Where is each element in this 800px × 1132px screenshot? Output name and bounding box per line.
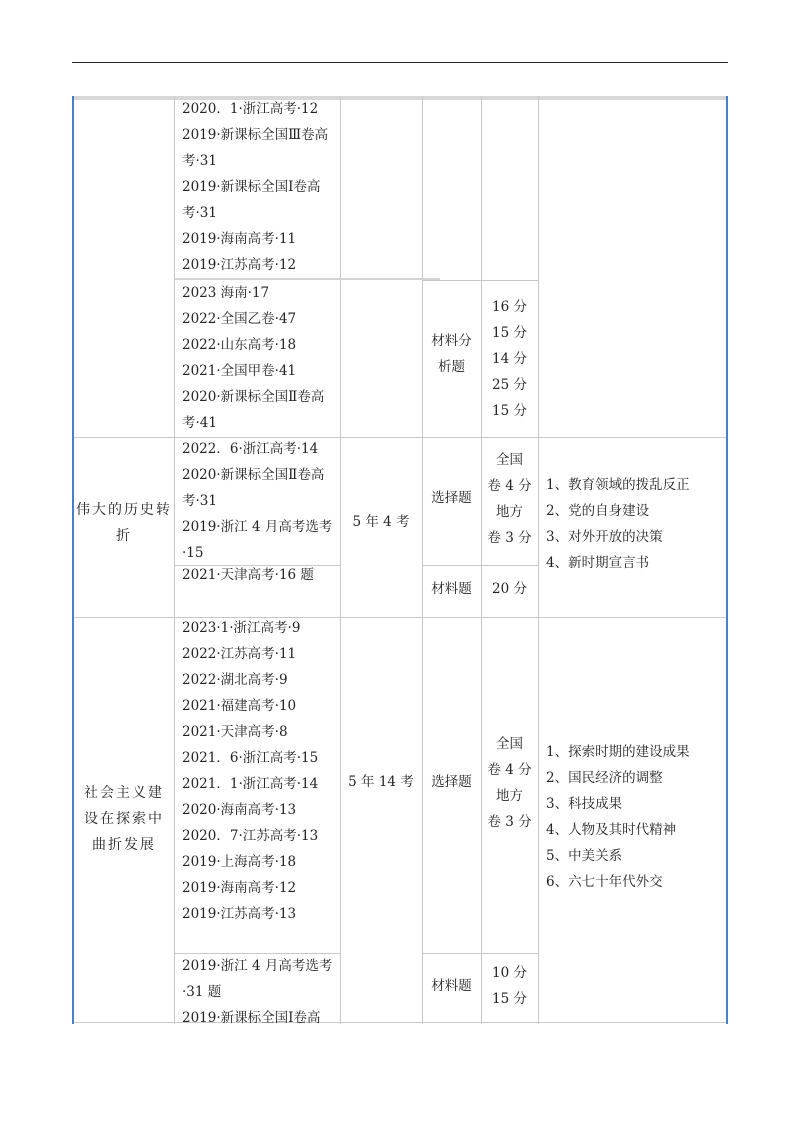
topic-title: 曲折发展 xyxy=(92,837,156,853)
source-line: 2019·浙江 4 月高考选考 xyxy=(182,519,333,535)
source-line: 2022·全国乙卷·47 xyxy=(182,311,297,327)
source-line: 2019·上海高考·18 xyxy=(182,854,297,870)
score: 卷 3 分 xyxy=(487,814,532,830)
score-cell xyxy=(481,447,538,551)
source-line: 2022·湖北高考·9 xyxy=(182,672,288,688)
source-line: 2022·江苏高考·11 xyxy=(182,646,297,662)
frequency: 5 年 4 考 xyxy=(352,514,410,530)
source-line: 2019·海南高考·11 xyxy=(182,231,297,247)
col-divider xyxy=(538,96,539,1024)
sources-cell xyxy=(182,953,332,1031)
score-cell xyxy=(481,731,538,835)
header-rule xyxy=(72,62,728,63)
col-divider xyxy=(422,96,423,1024)
sources-cell xyxy=(182,436,332,566)
key-points-cell xyxy=(546,472,690,576)
score: 全国 xyxy=(496,452,523,468)
source-line: 考·31 xyxy=(182,153,217,169)
topic-cell xyxy=(74,780,174,858)
source-line: 2022．6·浙江高考·14 xyxy=(182,441,319,457)
source-line: 2021．6·浙江高考·15 xyxy=(182,750,319,766)
score: 卷 3 分 xyxy=(487,530,532,546)
key-point: 1、探索时期的建设成果 xyxy=(546,744,690,760)
score: 卷 4 分 xyxy=(487,762,532,778)
question-type-cell xyxy=(422,973,481,999)
key-point: 4、新时期宣言书 xyxy=(546,555,650,571)
source-line: 2020·新课标全国Ⅱ卷高 xyxy=(182,389,325,405)
topic-title: 社会主义建 xyxy=(84,785,164,801)
source-line: 2023 海南·17 xyxy=(182,285,270,301)
topic-title: 伟大的历史转 xyxy=(76,502,172,518)
topic-title: 折 xyxy=(116,528,132,544)
source-line: 2022·山东高考·18 xyxy=(182,337,297,353)
source-line: 2020·海南高考·13 xyxy=(182,802,297,818)
col-divider xyxy=(340,96,341,1024)
source-line: 2019·新课标全国Ⅰ卷高 xyxy=(182,179,321,195)
source-line: 2019·浙江 4 月高考选考 xyxy=(182,958,333,974)
score: 14 分 xyxy=(492,351,527,367)
key-point: 6、六七十年代外交 xyxy=(546,874,663,890)
sources-cell xyxy=(182,562,314,588)
frequency-cell xyxy=(340,769,422,795)
source-line: 2021·天津高考·16 题 xyxy=(182,567,314,583)
col-divider xyxy=(174,96,175,1024)
source-line: 2020．7·江苏高考·13 xyxy=(182,828,319,844)
question-type-cell xyxy=(422,485,481,511)
score-cell xyxy=(481,576,538,602)
source-line: 2020·新课标全国Ⅱ卷高 xyxy=(182,467,325,483)
score: 10 分 xyxy=(492,965,527,981)
source-line: ·15 xyxy=(182,545,204,561)
question-type-cell xyxy=(422,769,481,795)
score: 25 分 xyxy=(492,377,527,393)
source-line: 考·31 xyxy=(182,205,217,221)
key-point: 5、中美关系 xyxy=(546,848,623,864)
question-type: 析题 xyxy=(438,359,465,375)
source-line: 2020．1·浙江高考·12 xyxy=(182,101,319,117)
question-type: 材料题 xyxy=(431,978,472,994)
col-divider xyxy=(481,96,482,1024)
source-line: 考·41 xyxy=(182,415,217,431)
row-divider xyxy=(422,565,538,566)
source-line: 2019·海南高考·12 xyxy=(182,880,297,896)
question-type-cell xyxy=(422,576,481,602)
source-line: 2019·新课标全国Ⅰ卷高 xyxy=(182,1010,321,1026)
exam-table xyxy=(72,96,728,1024)
score: 20 分 xyxy=(492,581,527,597)
source-line: 2021·福建高考·10 xyxy=(182,698,297,714)
source-line: 2019·江苏高考·13 xyxy=(182,906,297,922)
table-bottom xyxy=(74,1022,726,1023)
source-line: 2021·全国甲卷·41 xyxy=(182,363,297,379)
score: 地方 xyxy=(496,504,523,520)
key-point: 2、党的自身建设 xyxy=(546,503,650,519)
question-type: 选择题 xyxy=(431,774,472,790)
key-point: 1、教育领域的拨乱反正 xyxy=(546,477,690,493)
score: 全国 xyxy=(496,736,523,752)
key-point: 3、科技成果 xyxy=(546,796,623,812)
source-line: 2021·天津高考·8 xyxy=(182,724,288,740)
source-line: 2019·江苏高考·12 xyxy=(182,257,297,273)
row-divider xyxy=(422,280,538,281)
source-line: 2019·新课标全国Ⅲ卷高 xyxy=(182,127,329,143)
key-points-cell xyxy=(546,739,690,895)
topic-cell xyxy=(74,497,174,549)
sources-cell xyxy=(182,615,318,927)
section-divider xyxy=(74,437,726,438)
question-type: 材料分 xyxy=(431,333,472,349)
key-point: 2、国民经济的调整 xyxy=(546,770,663,786)
frequency-cell xyxy=(340,509,422,535)
question-type: 选择题 xyxy=(431,490,472,506)
score: 15 分 xyxy=(492,991,527,1007)
frequency: 5 年 14 考 xyxy=(348,774,414,790)
table-top-shade xyxy=(74,96,726,100)
sources-cell xyxy=(182,96,328,278)
score: 15 分 xyxy=(492,325,527,341)
score-cell xyxy=(481,294,538,424)
topic-title: 设在探索中 xyxy=(84,811,164,827)
key-point: 3、对外开放的决策 xyxy=(546,529,663,545)
section-divider xyxy=(74,617,726,618)
source-line: 2023·1·浙江高考·9 xyxy=(182,620,301,636)
score: 卷 4 分 xyxy=(487,478,532,494)
sources-cell xyxy=(182,280,324,436)
question-type: 材料题 xyxy=(431,581,472,597)
score: 16 分 xyxy=(492,299,527,315)
key-point: 4、人物及其时代精神 xyxy=(546,822,677,838)
question-type-cell xyxy=(422,328,481,380)
source-line: 考·31 xyxy=(182,493,217,509)
source-line: 2021．1·浙江高考·14 xyxy=(182,776,319,792)
score-cell xyxy=(481,960,538,1012)
source-line: ·31 题 xyxy=(182,984,222,1000)
score: 地方 xyxy=(496,788,523,804)
row-divider xyxy=(422,953,538,954)
score: 15 分 xyxy=(492,403,527,419)
